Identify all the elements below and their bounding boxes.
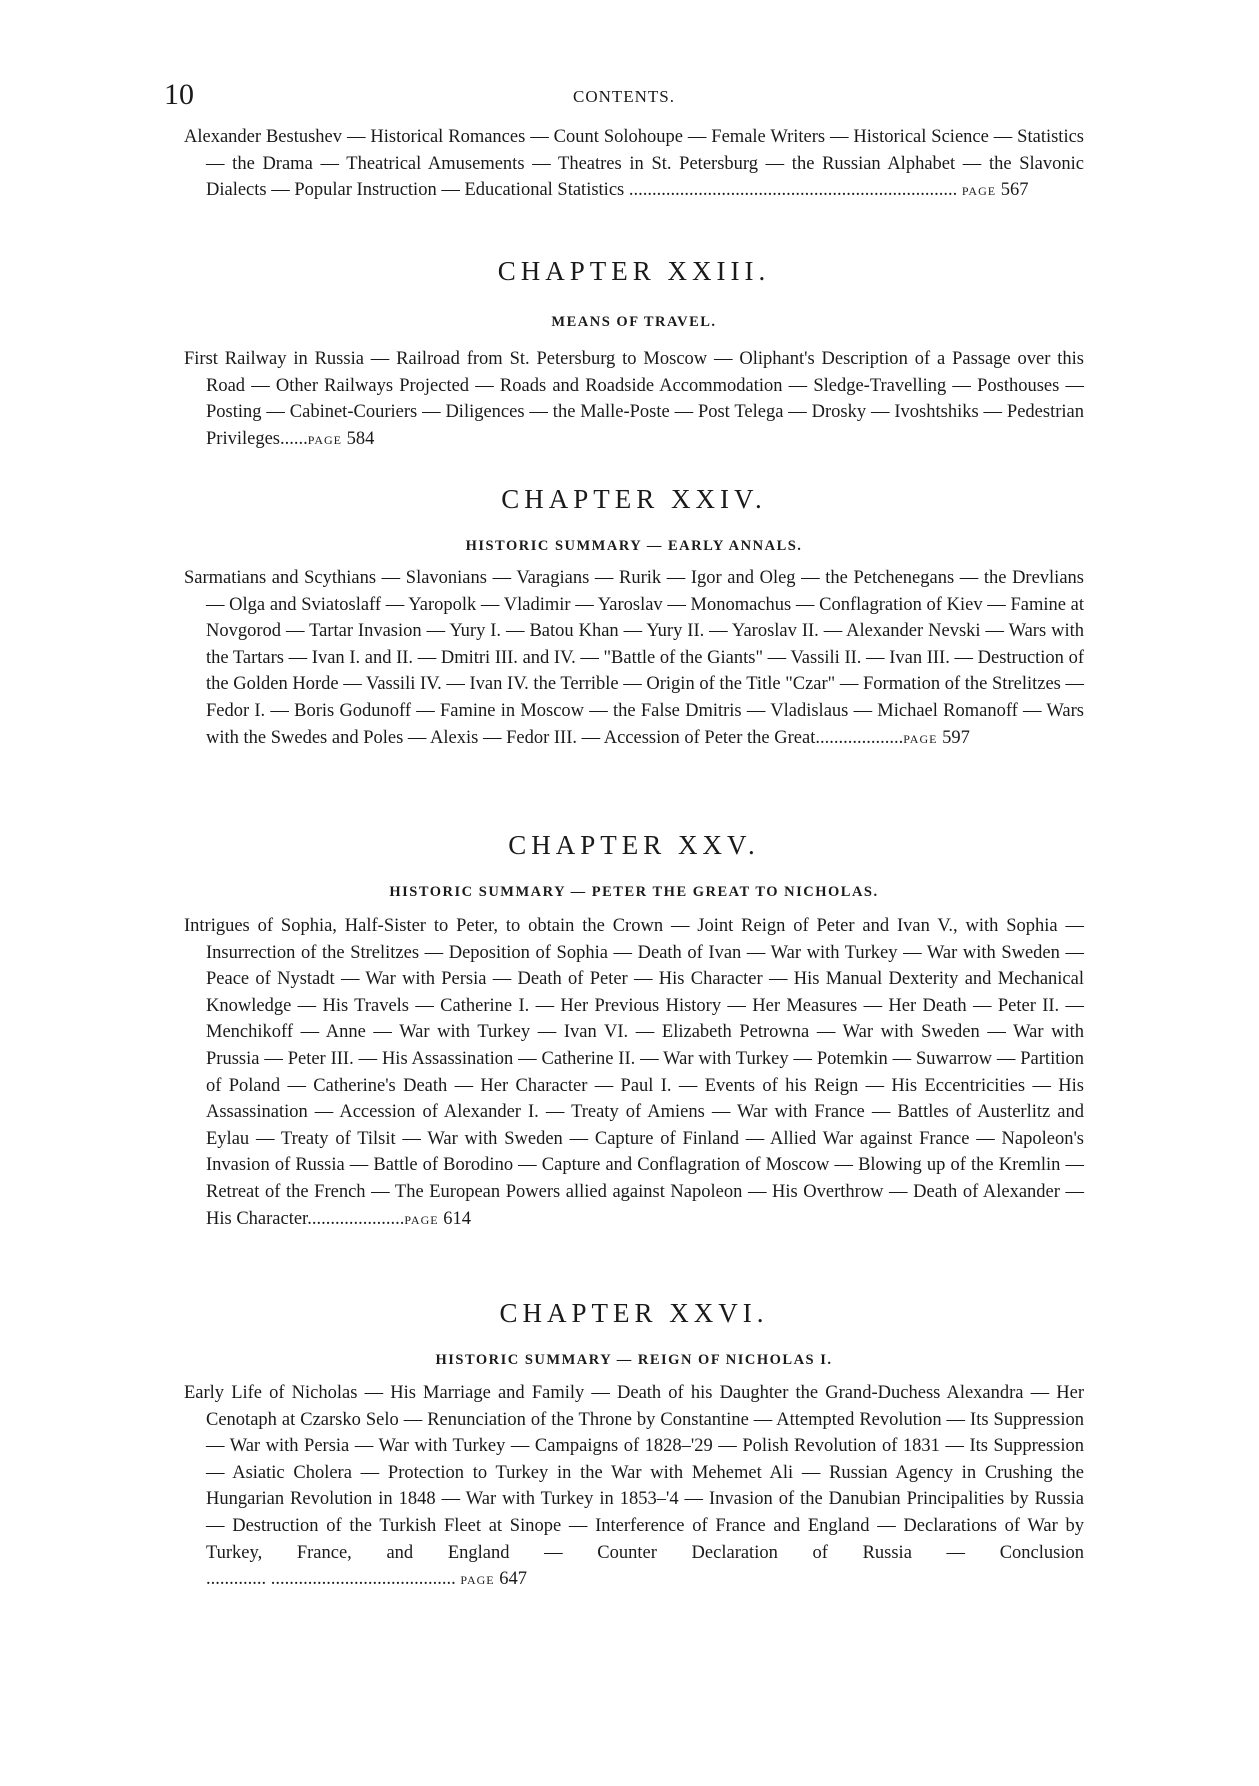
page-value: 584 <box>346 428 375 449</box>
page-label: PAGE <box>961 184 997 199</box>
page-label: PAGE <box>307 432 342 447</box>
chapter-title: CHAPTER XXIV. <box>501 484 767 514</box>
chapter-subtitle: HISTORIC SUMMARY — PETER THE GREAT TO NICHOLAS. <box>389 884 879 900</box>
chapter-title: CHAPTER XXVI. <box>499 1298 769 1328</box>
chapter-title: CHAPTER XXV. <box>508 830 760 860</box>
page-value: 614 <box>443 1208 471 1229</box>
continuation-entry <box>184 124 1084 205</box>
chapter-text <box>184 346 1084 453</box>
entry-text: Intrigues of Sophia, Half-Sister to Peter, to obtain the Crown — Joint Reign of Peter and Ivan V., with Sophia — Insurrection of the Strelitzes — Deposition of Sophia — Death of Ivan — War with Turkey — War with Sweden — Peace of Nystadt — War with Persia — Death of Peter — His Character — His Manual Dexterity and Mechanical Knowledge — His Travels — Catherine I. — Her Previous History — Her Measures — Her Death — Peter II. — Menchikoff — Anne — War with Turkey — Ivan VI. — Elizabeth Petrowna — War with Sweden — War with Prussia — Peter III. — His Assassination — Catherine II. — War with Turkey — Potemkin — Suwarrow — Partition of Poland — Catherine's Death — Her Character — Paul I. — Events of his Reign — His Eccentricities — His Assassination — Accession of Alexander I. — Treaty of Amiens — War with France — Battles of Austerlitz and Eylau — Treaty of Tilsit — War with Sweden — Capture of Finland — Allied War against France — Napoleon's Invasion of Russia — Battle of Borodino — Capture and Conflagration of Moscow — Blowing up of the Kremlin — Retreat of the French — The European Powers allied against Napoleon — His Overthrow — Death of Alexander — His Character <box>184 916 1084 1229</box>
chapter-subtitle: HISTORIC SUMMARY — REIGN OF NICHOLAS I. <box>435 1352 833 1368</box>
chapter-entry <box>184 346 1084 453</box>
entry-text: Alexander Bestushev — Historical Romances — Count Solohoupe — Female Writers — Historical Science — Statistics — the Drama — Theatrical Amusements — Theatres in St. Petersburg — the Russian Alphabet — the Slavonic Dialects — Popular Instruction — Educational Statistics <box>184 127 1084 201</box>
chapter-entry <box>184 913 1084 1233</box>
page-value: 597 <box>942 727 970 748</box>
page-reference <box>815 728 969 748</box>
chapter-subtitle: HISTORIC SUMMARY — EARLY ANNALS. <box>465 538 803 554</box>
page-reference <box>307 1209 471 1229</box>
page-number: 10 <box>164 78 194 111</box>
page-value: 567 <box>1000 180 1029 201</box>
chapter-text <box>184 1380 1084 1594</box>
chapter-entry <box>184 565 1084 752</box>
page-label: PAGE <box>460 1573 495 1588</box>
leader-dots: ................... <box>815 727 904 748</box>
leader-dots: ...... <box>280 428 308 449</box>
continuation-text <box>184 124 1084 205</box>
entry-text: Early Life of Nicholas — His Marriage and Family — Death of his Daughter the Grand-Duchess Alexandra — Her Cenotaph at Czarsko Selo — Renunciation of the Throne by Constantine — Attempted Revolution — Its Suppression — War with Persia — War with Turkey — Campaigns of 1828–'29 — Polish Revolution of 1831 — Its Suppression — Asiatic Cholera — Protection to Turkey in the War with Mehemet Ali — Russian Agency in Crushing the Hungarian Revolution in 1848 — War with Turkey in 1853–'4 — Invasion of the Danubian Principalities by Russia — Destruction of the Turkish Fleet at Sinope — Interference of France and England — Declarations of War by Turkey, France, and England — Counter Declaration of Russia — Conclusion <box>184 1383 1084 1563</box>
page-value: 647 <box>499 1569 527 1590</box>
page-reference <box>280 429 374 449</box>
page-label: PAGE <box>404 1212 439 1227</box>
page-header <box>164 78 1084 118</box>
leader-dots: ............. ........................................ <box>206 1569 461 1590</box>
page-reference <box>206 1569 527 1589</box>
chapter-text <box>184 565 1084 752</box>
running-head: CONTENTS. <box>572 87 676 106</box>
chapter-entry <box>184 1380 1084 1594</box>
page-reference <box>624 180 1028 200</box>
leader-dots: ....................................................................... <box>624 180 962 201</box>
entry-text: Sarmatians and Scythians — Slavonians — Varagians — Rurik — Igor and Oleg — the Petchenegans — the Drevlians — Olga and Sviatoslaff — Yaropolk — Vladimir — Yaroslav — Monomachus — Conflagration of Kiev — Famine at Novgorod — Tartar Invasion — Yury I. — Batou Khan — Yury II. — Yaroslav II. — Alexander Nevski — Wars with the Tartars — Ivan I. and II. — Dmitri III. and IV. — "Battle of the Giants" — Vassili II. — Ivan III. — Destruction of the Golden Horde — Vassili IV. — Ivan IV. the Terrible — Origin of the Title "Czar" — Formation of the Strelitzes — Fedor I. — Boris Godunoff — Famine in Moscow — the False Dmitris — Vladislaus — Michael Romanoff — Wars with the Swedes and Poles — Alexis — Fedor III. — Accession of Peter the Great <box>184 568 1084 748</box>
leader-dots: ..................... <box>307 1208 405 1229</box>
chapter-text <box>184 913 1084 1233</box>
chapter-subtitle: MEANS OF TRAVEL. <box>551 314 717 330</box>
entry-text: First Railway in Russia — Railroad from St. Petersburg to Moscow — Oliphant's Description of a Passage over this Road — Other Railways Projected — Roads and Roadside Accommodation — Sledge-Travelling — Posthouses — Posting — Cabinet-Couriers — Diligences — the Malle-Poste — Post Telega — Drosky — Ivoshtshiks — Pedestrian Privileges <box>184 349 1084 449</box>
chapter-title: CHAPTER XXIII. <box>497 256 771 286</box>
page-label: PAGE <box>903 731 938 746</box>
